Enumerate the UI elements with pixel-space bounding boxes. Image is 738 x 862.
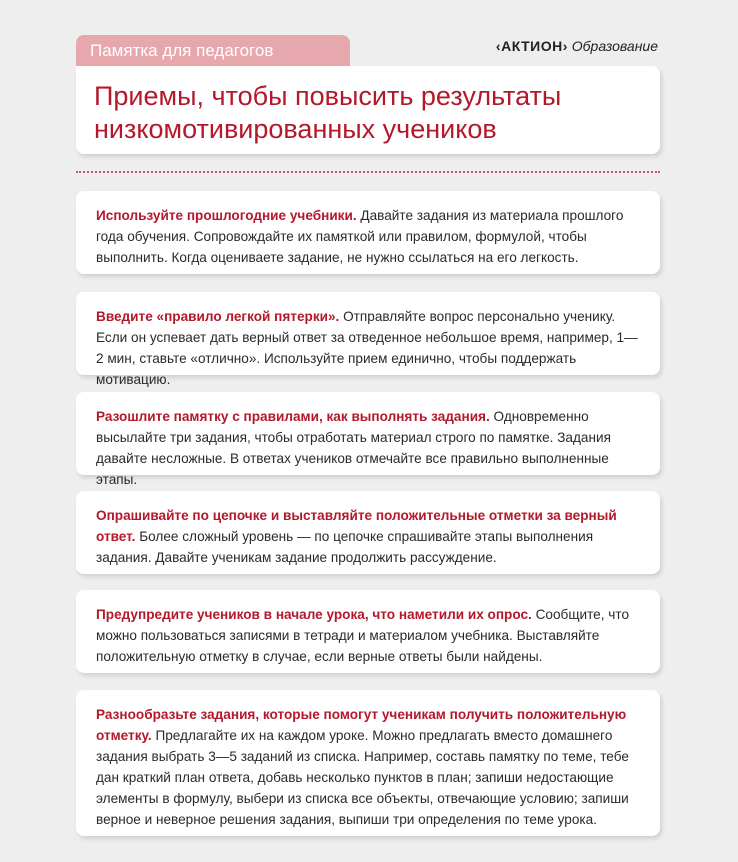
tip-card-2 [76,292,660,387]
tip-text: Более сложный уровень — по цепочке спрашивайте этапы выполнения задания. Давайте ученикам задание продолжить рассуждение. [96,529,594,565]
tip-card-1 [76,191,660,274]
tip-heading: Предупредите учеников в начале урока, что наметили их опрос. [96,607,532,622]
brand-logo [496,38,658,54]
tip-heading: Введите «правило легкой пятерки». [96,309,340,324]
tip-card-6 [76,690,660,836]
tip-card-3 [76,392,660,487]
brand-name: ‹АКТИОН› [495,38,568,54]
tip-text: Одновременно высылайте три задания, чтобы отработать материал строго по памятке. Задания давайте несложные. В ответах учеников отмечайте все правильно выполненные этапы. [96,409,611,487]
tip-text: Отправляйте вопрос персонально ученику. Если он успевает дать верный ответ за отведенное небольшое время, например, 1—2 мин, ставьте «отлично». Используйте прием единично, чтобы поддержать мотивацию. [96,309,638,387]
page-title [94,80,642,146]
dotted-divider [76,171,660,173]
title-card [76,66,660,154]
tag-label: Памятка для педагогов [90,41,274,60]
tip-text: Давайте задания из материала прошлого года обучения. Сопровождайте их памяткой или правилом, формулой, чтобы выполнить. Когда оцениваете задание, не нужно ссылаться на его легкость. [96,208,624,265]
tip-heading: Опрашивайте по цепочке и выставляйте положительные отметки за верный ответ. [96,508,617,544]
tip-heading: Используйте прошлогодние учебники. [96,208,357,223]
tip-text: Сообщите, что можно пользоваться записями в тетради и материалом учебника. Выставляйте положительную отметку в случае, если верные ответы были найдены. [96,607,630,664]
title-line-1: Приемы, чтобы повысить результаты [94,81,562,111]
tip-heading: Разнообразьте задания, которые помогут ученикам получить положительную отметку. [96,707,627,743]
tip-text: Предлагайте их на каждом уроке. Можно предлагать вместо домашнего задания выбрать 3—5 заданий из списка. Например, составь памятку по теме, тебе дан краткий план ответа, добавь несколько пунктов в план; запиши недостающие элементы в формулу, выбери из списка все объекты, отвечающие условию; запиши верное и неверное решения задания, выпиши три определения по теме урока. [96,728,629,827]
title-line-2: низкомотивированных учеников [94,114,497,144]
tip-heading: Разошлите памятку с правилами, как выполнять задания. [96,409,490,424]
tip-card-5 [76,590,660,673]
document-category-tag [76,35,350,69]
brand-suffix: Образование [571,38,658,54]
tip-card-4 [76,491,660,574]
